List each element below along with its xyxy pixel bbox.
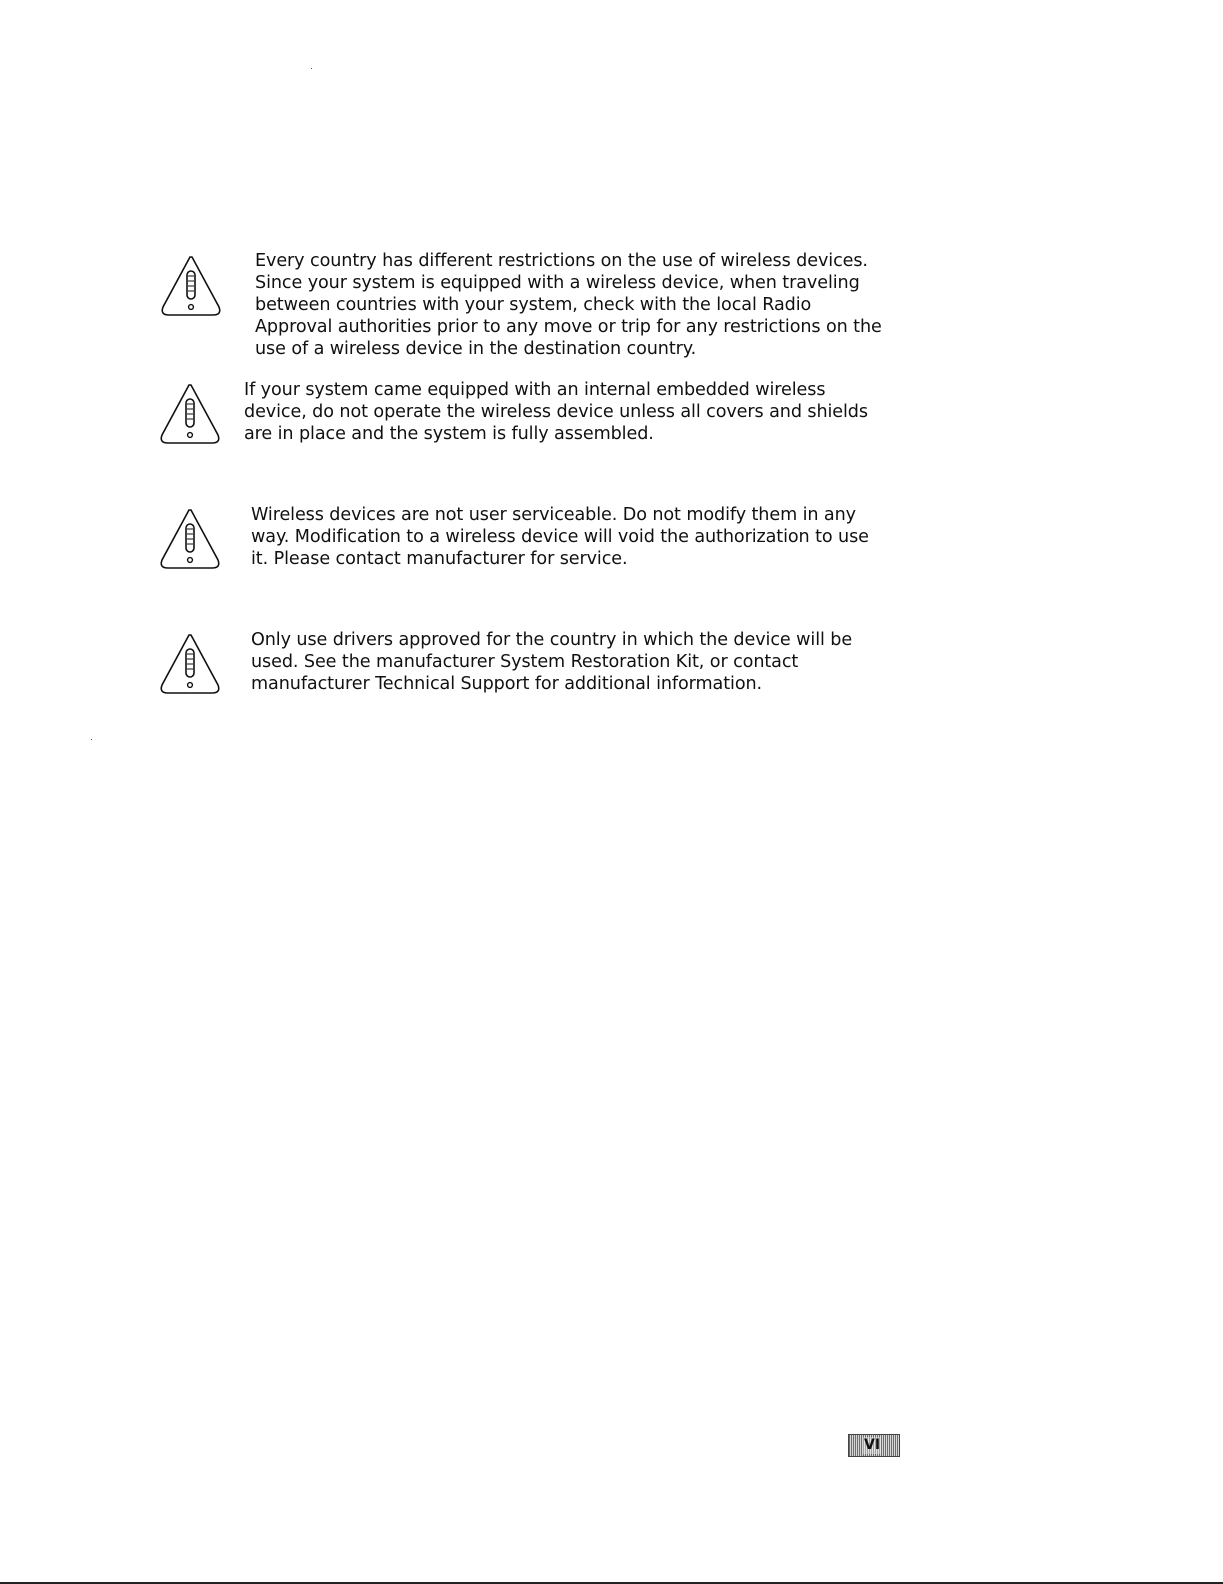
warning-triangle-icon xyxy=(158,631,222,699)
notice-text xyxy=(255,250,882,360)
notice-line: If your system came equipped with an internal embedded wireless xyxy=(244,380,826,400)
notice-line: Approval authorities prior to any move or trip for any restrictions on the xyxy=(255,317,882,337)
warning-triangle-icon xyxy=(158,381,222,449)
notice-line: are in place and the system is fully assembled. xyxy=(244,424,654,444)
page-number-label: VI xyxy=(864,1437,881,1453)
warning-triangle-icon xyxy=(158,506,222,574)
notice-line: use of a wireless device in the destination country. xyxy=(255,339,697,359)
warning-triangle-icon xyxy=(159,253,223,321)
notice-line: Wireless devices are not user serviceable. Do not modify them in any xyxy=(251,505,856,525)
notice-line: device, do not operate the wireless device unless all covers and shields xyxy=(244,402,868,422)
scan-speck xyxy=(91,739,92,740)
notice-line: manufacturer Technical Support for additional information. xyxy=(251,674,763,694)
notice-line: Every country has different restrictions on the use of wireless devices. xyxy=(255,251,868,271)
notice-line: between countries with your system, check with the local Radio xyxy=(255,295,812,315)
notice-line: way. Modification to a wireless device will void the authorization to use xyxy=(251,527,869,547)
scan-speck xyxy=(311,68,312,69)
notice-text xyxy=(251,504,869,570)
notice-line: Only use drivers approved for the country in which the device will be xyxy=(251,630,853,650)
notice-line: used. See the manufacturer System Restoration Kit, or contact xyxy=(251,652,799,672)
notice-line: Since your system is equipped with a wireless device, when traveling xyxy=(255,273,860,293)
page-number-mark xyxy=(848,1434,900,1457)
notice-line: it. Please contact manufacturer for service. xyxy=(251,549,628,569)
notice-text xyxy=(244,379,868,445)
notice-text xyxy=(251,629,852,695)
